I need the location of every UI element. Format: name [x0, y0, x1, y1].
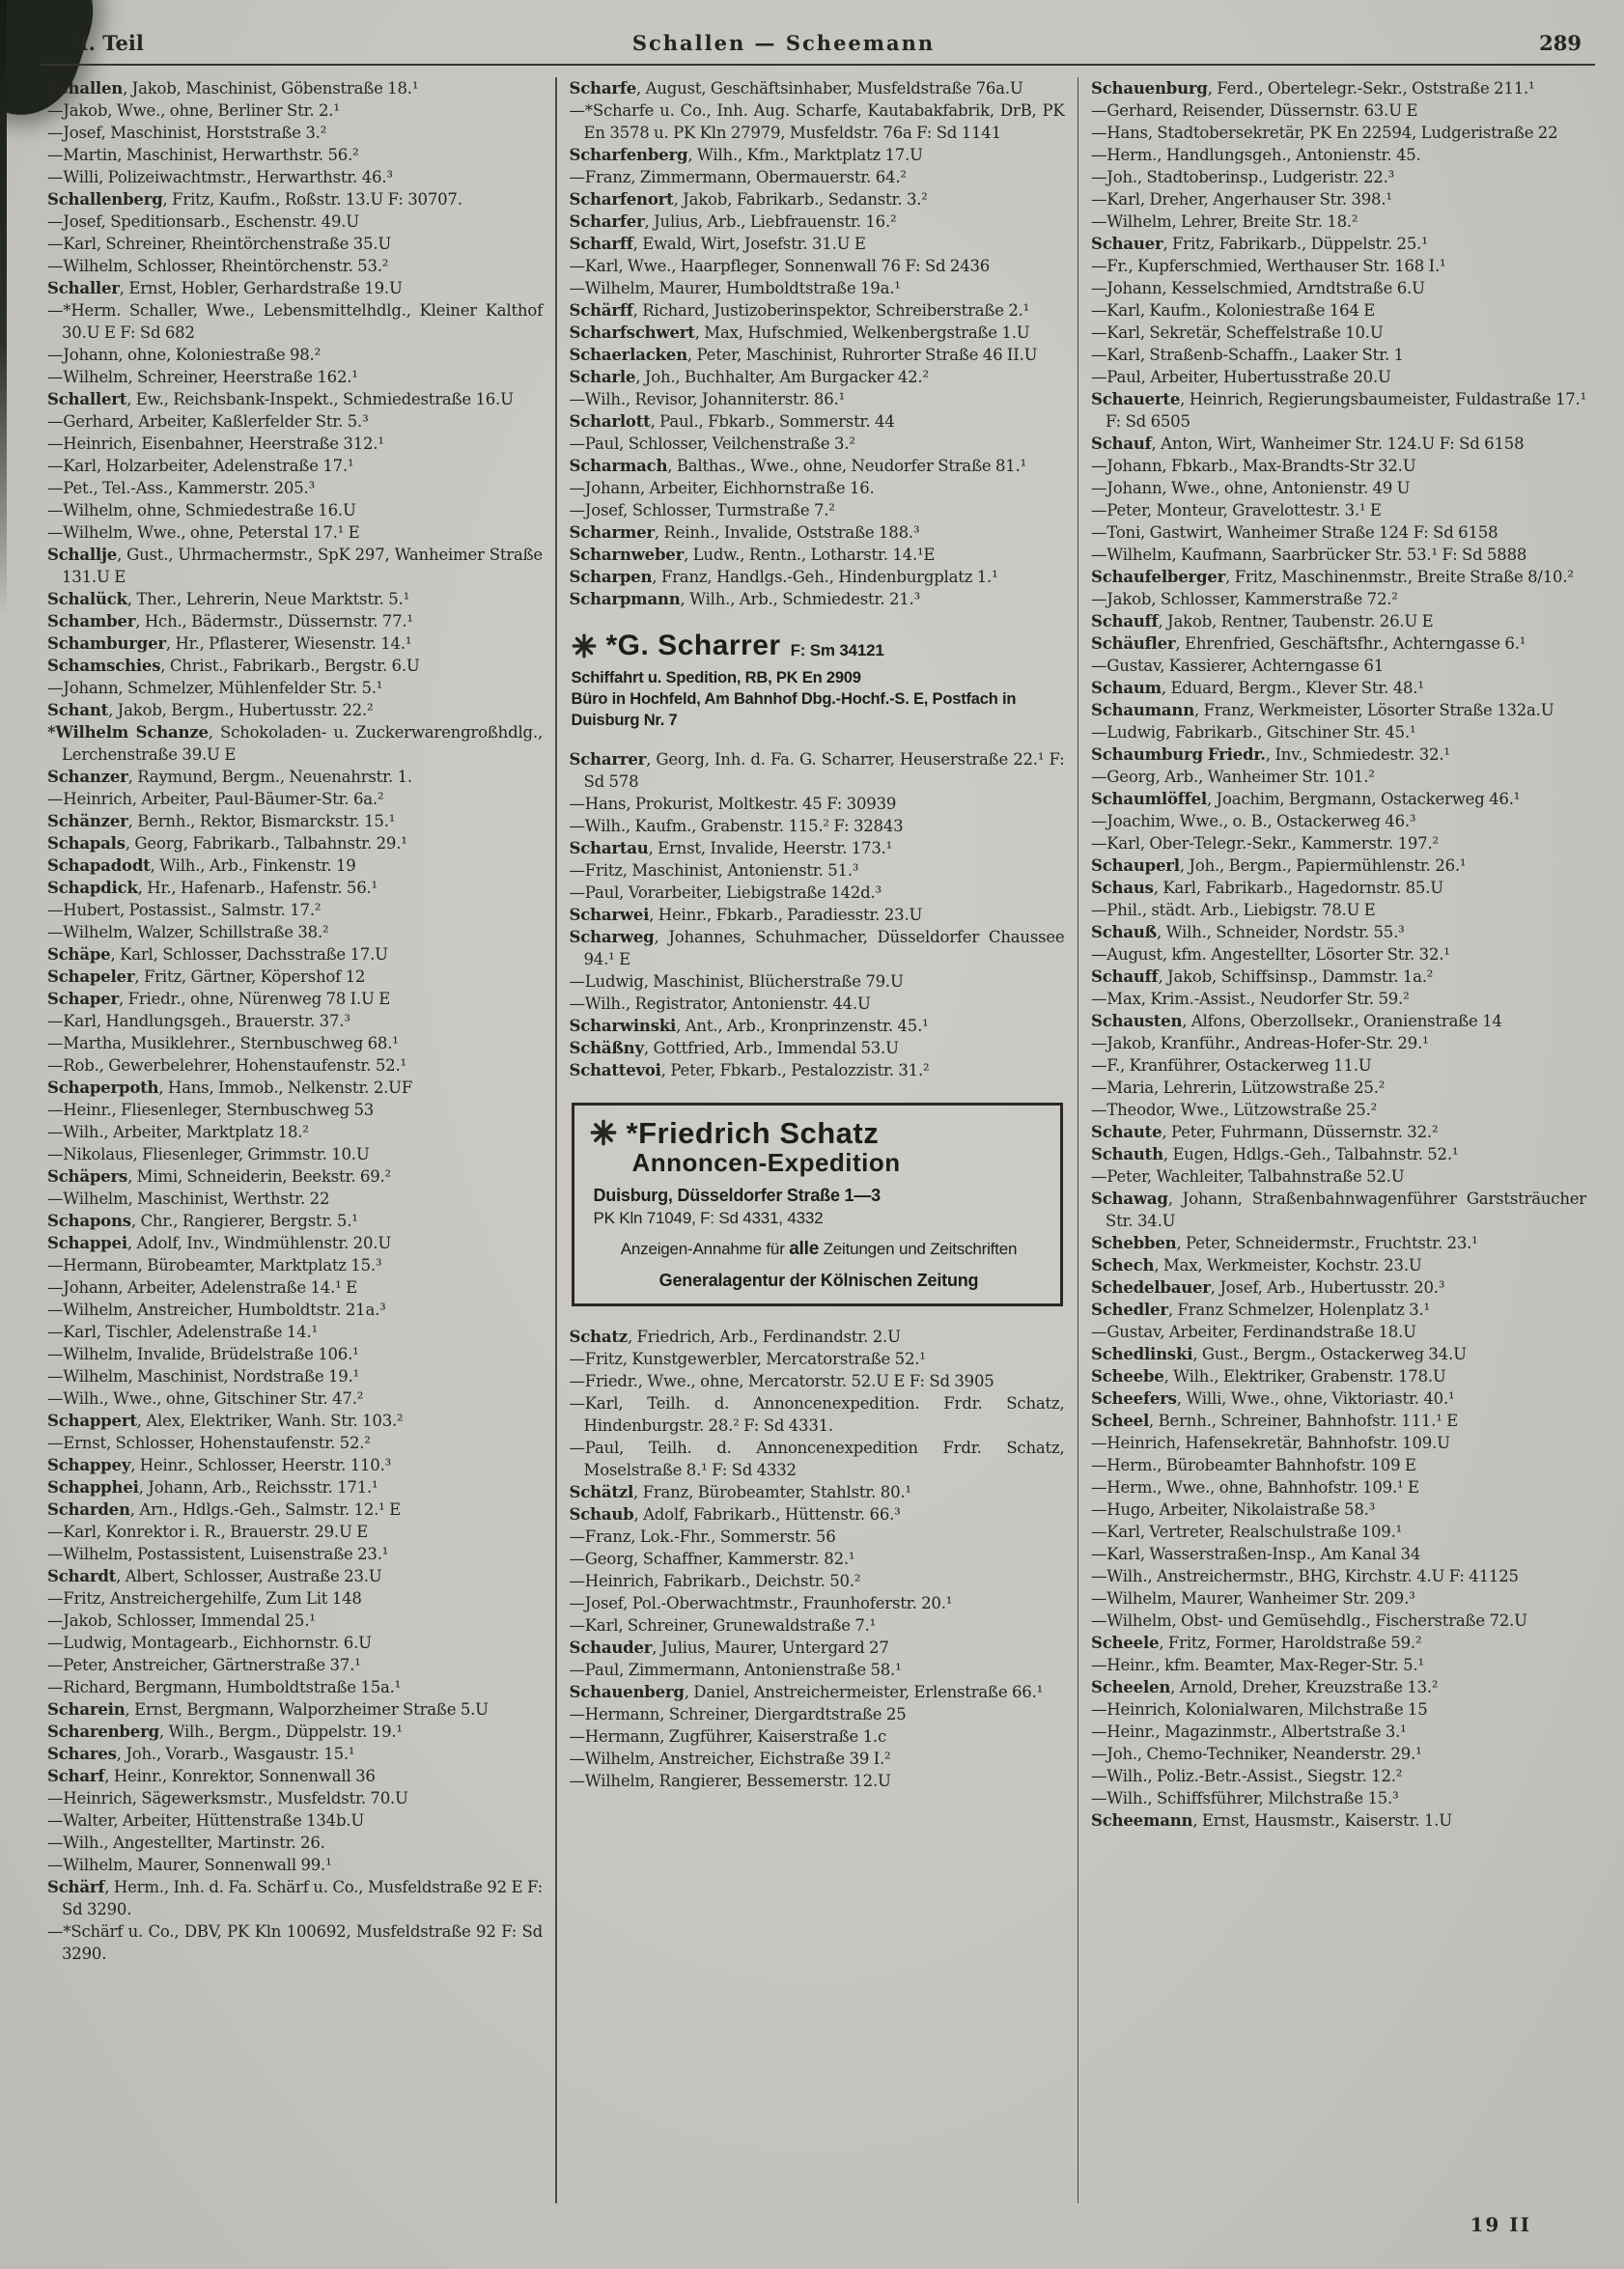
directory-entry: —Maria, Lehrerin, Lützowstraße 25.² [1091, 1078, 1386, 1097]
directory-entry: —Wilhelm, Maurer, Wanheimer Str. 209.³ [1091, 1589, 1415, 1608]
directory-entry: —Hugo, Arbeiter, Nikolaistraße 58.³ [1091, 1500, 1376, 1519]
directory-entry: —*Scharfe u. Co., Inh. Aug. Scharfe, Kautabakfabrik, DrB, PK En 3578 u. PK Kln 27979, Musfeldstr. 76a F: Sd 1141 [569, 101, 1065, 142]
directory-entry: —Paul, Vorarbeiter, Liebigstraße 142d.³ [569, 883, 882, 902]
directory-entry: Schärff, Richard, Justizoberinspektor, Schreiberstraße 2.¹ [569, 301, 1030, 320]
directory-entry: Schedler, Franz Schmelzer, Holenplatz 3.¹ [1091, 1301, 1430, 1319]
directory-entry: Schänzer, Bernh., Rektor, Bismarckstr. 15.¹ [47, 812, 396, 830]
directory-entry: —Wilh., Wwe., ohne, Gitschiner Str. 47.² [47, 1389, 364, 1408]
directory-entry: —Karl, Tischler, Adelenstraße 14.¹ [47, 1323, 318, 1341]
directory-entry: Schapphei, Johann, Arb., Reichsstr. 171.¹ [47, 1478, 378, 1497]
directory-entry: —Hans, Stadtobersekretär, PK En 22594, Ludgeristraße 22 [1091, 124, 1558, 142]
directory-entry: —Johann, Schmelzer, Mühlenfelder Str. 5.¹ [47, 679, 383, 697]
directory-entry: —Franz, Lok.-Fhr., Sommerstr. 56 [569, 1527, 836, 1546]
directory-entry: Scharein, Ernst, Bergmann, Walporzheimer Straße 5.U [47, 1700, 489, 1719]
directory-entry: —Gustav, Kassierer, Achterngasse 61 [1091, 657, 1384, 675]
directory-entry: —Georg, Arb., Wanheimer Str. 101.² [1091, 768, 1375, 786]
directory-entry: —Ludwig, Fabrikarb., Gitschiner Str. 45.¹ [1091, 723, 1416, 742]
directory-entry: —Josef, Speditionsarb., Eschenstr. 49.U [47, 212, 359, 231]
directory-entry: —Wilhelm, Obst- und Gemüsehdlg., Fischerstraße 72.U [1091, 1611, 1527, 1630]
directory-entry: —Johann, Arbeiter, Adelenstraße 14.¹ E [47, 1278, 357, 1297]
directory-entry: Scharenberg, Wilh., Bergm., Düppelstr. 19.¹ [47, 1723, 403, 1741]
directory-entry: —Peter, Anstreicher, Gärtnerstraße 37.¹ [47, 1656, 361, 1674]
directory-entry: —Wilhelm, Wwe., ohne, Peterstal 17.¹ E [47, 523, 360, 542]
directory-entry: —Karl, Wwe., Haarpfleger, Sonnenwall 76 F: Sd 2436 [569, 257, 991, 275]
directory-entry: —Josef, Maschinist, Horststraße 3.² [47, 124, 327, 142]
directory-entry: —Karl, Handlungsgeh., Brauerstr. 37.³ [47, 1012, 350, 1030]
directory-entry: —Karl, Teilh. d. Annoncenexpedition. Frdr. Schatz, Hindenburgstr. 28.² F: Sd 4331. [569, 1394, 1065, 1435]
directory-entry: —Karl, Vertreter, Realschulstraße 109.¹ [1091, 1523, 1403, 1541]
directory-entry: —Hermann, Schreiner, Diergardtstraße 25 [569, 1705, 907, 1723]
directory-entry: —Friedr., Wwe., ohne, Mercatorstr. 52.U E F: Sd 3905 [569, 1372, 994, 1390]
advert-title-row [590, 1115, 1045, 1150]
directory-entry: —Willi, Polizeiwachtmstr., Herwarthstr. 46.³ [47, 168, 393, 186]
directory-entry: Schauf, Anton, Wirt, Wanheimer Str. 124.U F: Sd 6158 [1091, 434, 1525, 453]
advert-line-part: Zeitungen und Zeitschriften [819, 1240, 1018, 1258]
directory-columns [35, 75, 1599, 2203]
directory-entry: —Wilh., Poliz.-Betr.-Assist., Siegstr. 12.² [1091, 1767, 1403, 1785]
directory-entry: —Karl, Konrektor i. R., Brauerstr. 29.U E [47, 1523, 369, 1541]
printer-ornament-icon [590, 1119, 617, 1146]
directory-entry: —Karl, Wasserstraßen-Insp., Am Kanal 34 [1091, 1545, 1421, 1563]
directory-entry: —Peter, Monteur, Gravelottestr. 3.¹ E [1091, 501, 1382, 519]
directory-entry: —Karl, Sekretär, Scheffelstraße 10.U [1091, 323, 1384, 342]
directory-entry: Scharwinski, Ant., Arb., Kronprinzenstr. 45.¹ [569, 1017, 929, 1035]
directory-entry: —Wilhelm, Schlosser, Rheintörchenstr. 53.² [47, 257, 389, 275]
directory-entry: —Walter, Arbeiter, Hüttenstraße 134b.U [47, 1811, 365, 1830]
directory-entry: —F., Kranführer, Ostackerweg 11.U [1091, 1056, 1372, 1075]
directory-entry: —Ludwig, Maschinist, Blücherstraße 79.U [569, 972, 904, 991]
directory-entry: Schant, Jakob, Bergm., Hubertusstr. 22.² [47, 701, 374, 719]
directory-entry: —Johann, ohne, Koloniestraße 98.² [47, 346, 322, 364]
directory-entry: Schätzl, Franz, Bürobeamter, Stahlstr. 80.¹ [569, 1483, 911, 1501]
directory-entry: Schärf, Herm., Inh. d. Fa. Schärf u. Co., Musfeldstraße 92 E F: Sd 3290. [47, 1878, 543, 1919]
advert-line-emphasis: alle [789, 1239, 820, 1259]
advert-name: *Friedrich Schatz [626, 1115, 880, 1150]
page-header [70, 31, 1582, 55]
directory-entry: —*Schärf u. Co., DBV, PK Kln 100692, Musfeldstraße 92 F: Sd 3290. [47, 1922, 543, 1963]
directory-entry: Schanzer, Raymund, Bergm., Neuenahrstr. 1. [47, 768, 412, 786]
directory-entry: Scharnweber, Ludw., Rentn., Lotharstr. 14.¹E [569, 546, 936, 564]
directory-entry: —Josef, Schlosser, Turmstraße 7.² [569, 501, 835, 519]
directory-entry: —Fr., Kupferschmied, Werthauser Str. 168 I.¹ [1091, 257, 1446, 275]
directory-entry: —*Herm. Schaller, Wwe., Lebensmittelhdlg., Kleiner Kalthof 30.U E F: Sd 682 [47, 301, 543, 342]
directory-entry: Schauperl, Joh., Bergm., Papiermühlenstr. 26.¹ [1091, 856, 1467, 875]
directory-entry: —Joh., Chemo-Techniker, Neanderstr. 29.¹ [1091, 1745, 1422, 1763]
advert-line [594, 1238, 1045, 1261]
directory-entry: —Karl, Holzarbeiter, Adelenstraße 17.¹ [47, 457, 354, 475]
directory-entry: Schaumlöffel, Joachim, Bergmann, Ostackerweg 46.¹ [1091, 790, 1521, 808]
directory-entry: —Martin, Maschinist, Herwarthstr. 56.² [47, 146, 359, 164]
directory-entry: Scharfschwert, Max, Hufschmied, Welkenbergstraße 1.U [569, 323, 1030, 342]
directory-entry: Scharff, Ewald, Wirt, Josefstr. 31.U E [569, 235, 866, 253]
directory-entry: —Johann, Wwe., ohne, Antonienstr. 49 U [1091, 479, 1411, 497]
directory-entry: —Wilhelm, Maschinist, Werthstr. 22 [47, 1190, 330, 1208]
directory-entry: Schäufler, Ehrenfried, Geschäftsfhr., Achterngasse 6.¹ [1091, 634, 1526, 653]
directory-entry: —Paul, Schlosser, Veilchenstraße 3.² [569, 434, 855, 453]
directory-entry: Schauerte, Heinrich, Regierungsbaumeister, Fuldastraße 17.¹ F: Sd 6505 [1091, 390, 1586, 431]
directory-entry: Schawag, Johann, Straßenbahnwagenführer Garststräucher Str. 34.U [1091, 1190, 1586, 1230]
directory-entry: Schamber, Hch., Bädermstr., Düssernstr. 77.¹ [47, 612, 413, 630]
directory-entry: —Toni, Gastwirt, Wanheimer Straße 124 F: Sd 6158 [1091, 523, 1498, 542]
page-number: 289 [1539, 31, 1582, 55]
advert-subtitle: Annoncen-Expedition [631, 1148, 901, 1177]
directory-entry: Schapals, Georg, Fabrikarb., Talbahnstr. 29.¹ [47, 834, 407, 853]
header-part-label: II. Teil [70, 31, 144, 55]
directory-entry: Schedlinski, Gust., Bergm., Ostackerweg 34.U [1091, 1345, 1467, 1363]
directory-entry: —Wilhelm, Postassistent, Luisenstraße 23.¹ [47, 1545, 389, 1563]
directory-entry: Schäpe, Karl, Schlosser, Dachsstraße 17.U [47, 945, 388, 964]
directory-entry: —Herm., Wwe., ohne, Bahnhofstr. 109.¹ E [1091, 1478, 1419, 1497]
directory-entry: —Max, Krim.-Assist., Neudorfer Str. 59.² [1091, 990, 1410, 1008]
directory-entry: Schapons, Chr., Rangierer, Bergstr. 5.¹ [47, 1212, 358, 1230]
directory-entry: —Paul, Arbeiter, Hubertusstraße 20.U [1091, 368, 1391, 386]
directory-entry: —Fritz, Anstreichergehilfe, Zum Lit 148 [47, 1589, 362, 1608]
directory-entry: —Wilhelm, Maurer, Sonnenwall 99.¹ [47, 1856, 332, 1874]
advert-line: Schiffahrt u. Spedition, RB, PK En 2909 [571, 669, 861, 686]
directory-entry: Schauth, Eugen, Hdlgs.-Geh., Talbahnstr. 52.¹ [1091, 1145, 1459, 1163]
directory-entry: —Heinrich, Sägewerksmstr., Musfeldstr. 70.U [47, 1789, 408, 1807]
directory-entry: —Georg, Schaffner, Kammerstr. 82.¹ [569, 1550, 855, 1568]
directory-entry: Scheelen, Arnold, Dreher, Kreuzstraße 13.² [1091, 1678, 1439, 1696]
directory-entry: —Rob., Gewerbelehrer, Hohenstaufenstr. 52.¹ [47, 1056, 406, 1075]
directory-entry: Schardt, Albert, Schlosser, Austraße 23.U [47, 1567, 382, 1585]
directory-entry: —Paul, Zimmermann, Antonienstraße 58.¹ [569, 1661, 902, 1679]
advert-g-scharrer [570, 630, 1065, 731]
directory-entry: Schappey, Heinr., Schlosser, Heerstr. 110.³ [47, 1456, 392, 1474]
directory-entry: Schaumburg Friedr., Inv., Schmiedestr. 32.¹ [1091, 745, 1450, 764]
directory-entry: Scheefers, Willi, Wwe., ohne, Viktoriastr. 40.¹ [1091, 1389, 1455, 1408]
directory-entry: —Ernst, Schlosser, Hohenstaufenstr. 52.² [47, 1434, 371, 1452]
directory-entry: Schäßny, Gottfried, Arb., Immendal 53.U [569, 1039, 899, 1057]
directory-entry: —Wilh., Angestellter, Martinstr. 26. [47, 1834, 325, 1852]
directory-entry: —Pet., Tel.-Ass., Kammerstr. 205.³ [47, 479, 315, 497]
advert-line: Büro in Hochfeld, Am Bahnhof Dbg.-Hochf.-S. E, Postfach in Duisburg Nr. 7 [571, 690, 1017, 729]
directory-entry: Scharfenberg, Wilh., Kfm., Marktplatz 17.U [569, 146, 923, 164]
directory-entry: —Heinr., Magazinmstr., Albertstraße 3.¹ [1091, 1723, 1407, 1741]
directory-entry: —Heinrich, Fabrikarb., Deichstr. 50.² [569, 1572, 861, 1590]
advert-line: PK Kln 71049, F: Sd 4331, 4332 [593, 1209, 824, 1227]
directory-entry: Schatz, Friedrich, Arb., Ferdinandstr. 2.U [569, 1328, 901, 1346]
directory-entry: —Herm., Bürobeamter Bahnhofstr. 109 E [1091, 1456, 1416, 1474]
directory-entry: —Wilh., Revisor, Johanniterstr. 86.¹ [569, 390, 845, 408]
directory-entry: —Heinrich, Eisenbahner, Heerstraße 312.¹ [47, 434, 384, 453]
header-rule [41, 64, 1595, 66]
directory-entry: Scheele, Fritz, Former, Haroldstraße 59.² [1091, 1634, 1422, 1652]
directory-entry: —August, kfm. Angestellter, Lösorter Str. 32.¹ [1091, 945, 1450, 964]
directory-entry: —Wilhelm, Anstreicher, Humboldtstr. 21a.³ [47, 1301, 386, 1319]
directory-entry: Schaper, Friedr., ohne, Nürenweg 78 I.U E [47, 990, 391, 1008]
directory-entry: Schares, Joh., Vorarb., Wasgaustr. 15.¹ [47, 1745, 355, 1763]
signature-mark: 19 II [1470, 2213, 1531, 2236]
directory-entry: —Joachim, Wwe., o. B., Ostackerweg 46.³ [1091, 812, 1416, 830]
header-name-range: Schallen — Scheemann [631, 31, 936, 55]
directory-entry: —Wilh., Arbeiter, Marktplatz 18.² [47, 1123, 309, 1141]
directory-entry: Schallert, Ew., Reichsbank-Inspekt., Schmiedestraße 16.U [47, 390, 514, 408]
directory-entry: Scharfe, August, Geschäftsinhaber, Musfeldstraße 76a.U [569, 79, 1023, 98]
directory-entry: —Peter, Wachleiter, Talbahnstraße 52.U [1091, 1167, 1405, 1186]
directory-entry: Scheebe, Wilh., Elektriker, Grabenstr. 178.U [1091, 1367, 1446, 1386]
directory-entry: —Ludwig, Montagearb., Eichhornstr. 6.U [47, 1634, 372, 1652]
directory-entry: —Jakob, Kranführ., Andreas-Hofer-Str. 29.¹ [1091, 1034, 1429, 1052]
directory-entry: —Johann, Kesselschmied, Arndtstraße 6.U [1091, 279, 1425, 297]
directory-entry: Schallen, Jakob, Maschinist, Göbenstraße 18.¹ [47, 79, 419, 98]
directory-entry: —Richard, Bergmann, Humboldtstraße 15a.¹ [47, 1678, 402, 1696]
directory-column-1 [35, 75, 555, 2203]
directory-entry: —Hubert, Postassist., Salmstr. 17.² [47, 901, 322, 919]
directory-entry: —Hans, Prokurist, Moltkestr. 45 F: 30939 [569, 795, 897, 813]
directory-entry: —Phil., städt. Arb., Liebigstr. 78.U E [1091, 901, 1376, 919]
directory-entry: —Karl, Kaufm., Koloniestraße 164 E [1091, 301, 1376, 320]
directory-entry: —Wilhelm, Schreiner, Heerstraße 162.¹ [47, 368, 358, 386]
directory-entry: Schauder, Julius, Maurer, Untergard 27 [569, 1639, 889, 1657]
directory-entry: —Jakob, Wwe., ohne, Berliner Str. 2.¹ [47, 101, 340, 120]
directory-entry: Scharpmann, Wilh., Arb., Schmiedestr. 21.³ [569, 590, 921, 608]
directory-entry: Schaub, Adolf, Fabrikarb., Hüttenstr. 66.³ [569, 1505, 901, 1524]
directory-entry: Scharden, Arn., Hdlgs.-Geh., Salmstr. 12.¹ E [47, 1500, 401, 1519]
directory-entry: —Josef, Pol.-Oberwachtmstr., Fraunhoferstr. 20.¹ [569, 1594, 953, 1612]
directory-entry: —Heinr., Fliesenleger, Sternbuschweg 53 [47, 1101, 375, 1119]
directory-entry: Scharrer, Georg, Inh. d. Fa. G. Scharrer, Heuserstraße 22.¹ F: Sd 578 [569, 750, 1065, 791]
directory-entry: —Hermann, Zugführer, Kaiserstraße 1.c [569, 1727, 886, 1746]
directory-entry: Schech, Max, Werkmeister, Kochstr. 23.U [1091, 1256, 1422, 1275]
directory-entry: —Wilh., Registrator, Antonienstr. 44.U [569, 994, 871, 1013]
directory-entry: Schauff, Jakob, Rentner, Taubenstr. 26.U E [1091, 612, 1434, 630]
directory-entry: —Gerhard, Reisender, Düssernstr. 63.U E [1091, 101, 1418, 120]
directory-entry: Schaperpoth, Hans, Immob., Nelkenstr. 2.UF [47, 1078, 413, 1097]
directory-entry: Schaerlacken, Peter, Maschinist, Ruhrorter Straße 46 II.U [569, 346, 1038, 364]
directory-entry: Scharfenort, Jakob, Fabrikarb., Sedanstr. 3.² [569, 190, 928, 209]
directory-entry: Schamburger, Hr., Pflasterer, Wiesenstr. 14.¹ [47, 634, 412, 653]
directory-entry: —Karl, Ober-Telegr.-Sekr., Kammerstr. 197.² [1091, 834, 1439, 853]
advert-phone: F: Sm 34121 [790, 641, 884, 659]
directory-entry: Schauff, Jakob, Schiffsinsp., Dammstr. 1a.² [1091, 967, 1434, 986]
directory-entry: —Wilhelm, Maurer, Humboldtstraße 19a.¹ [569, 279, 901, 297]
directory-entry: —Jakob, Schlosser, Kammerstraße 72.² [1091, 590, 1398, 608]
scan-artifact-left-edge [0, 0, 7, 618]
directory-entry: —Karl, Schreiner, Grunewaldstraße 7.¹ [569, 1616, 877, 1635]
directory-entry: Scharmach, Balthas., Wwe., ohne, Neudorfer Straße 81.¹ [569, 457, 1027, 475]
advert-line: Generalagentur der Kölnischen Zeitung [658, 1271, 979, 1290]
directory-entry: —Gustav, Arbeiter, Ferdinandstraße 18.U [1091, 1323, 1416, 1341]
directory-entry: Scheel, Bernh., Schreiner, Bahnhofstr. 111.¹ E [1091, 1412, 1459, 1430]
directory-entry: Schapdick, Hr., Hafenarb., Hafenstr. 56.¹ [47, 879, 378, 897]
directory-entry: Schauenberg, Daniel, Anstreichermeister, Erlenstraße 66.¹ [569, 1683, 1044, 1701]
directory-entry: Schaumann, Franz, Werkmeister, Lösorter Straße 132a.U [1091, 701, 1554, 719]
directory-entry: —Gerhard, Arbeiter, Kaßlerfelder Str. 5.³ [47, 412, 369, 431]
directory-entry: —Wilhelm, ohne, Schmiedestraße 16.U [47, 501, 356, 519]
directory-entry: —Karl, Schreiner, Rheintörchenstraße 35.U [47, 235, 392, 253]
directory-entry: Schaus, Karl, Fabrikarb., Hagedornstr. 85.U [1091, 879, 1443, 897]
directory-entry: Schappei, Adolf, Inv., Windmühlenstr. 20.U [47, 1234, 392, 1252]
directory-entry: Schedelbauer, Josef, Arb., Hubertusstr. 20.³ [1091, 1278, 1445, 1297]
directory-entry: Schauenburg, Ferd., Obertelegr.-Sekr., Oststraße 211.¹ [1091, 79, 1535, 98]
directory-entry: Scharweg, Johannes, Schuhmacher, Düsseldorfer Chaussee 94.¹ E [569, 928, 1065, 968]
directory-entry: —Theodor, Wwe., Lützowstraße 25.² [1091, 1101, 1378, 1119]
directory-entry: Scharf, Heinr., Konrektor, Sonnenwall 36 [47, 1767, 376, 1785]
directory-entry: —Wilhelm, Maschinist, Nordstraße 19.¹ [47, 1367, 359, 1386]
directory-entry: Schallje, Gust., Uhrmachermstr., SpK 297, Wanheimer Straße 131.U E [47, 546, 543, 586]
directory-entry: Schebben, Peter, Schneidermstr., Fruchtstr. 23.¹ [1091, 1234, 1478, 1252]
directory-entry: Scharpen, Franz, Handlgs.-Geh., Hindenburgplatz 1.¹ [569, 568, 998, 586]
printer-ornament-icon [572, 633, 597, 658]
directory-entry: Schalück, Ther., Lehrerin, Neue Marktstr. 5.¹ [47, 590, 409, 608]
directory-entry: —Wilhelm, Kaufmann, Saarbrücker Str. 53.¹ F: Sd 5888 [1091, 546, 1527, 564]
directory-entry: —Wilh., Kaufm., Grabenstr. 115.² F: 32843 [569, 817, 904, 835]
directory-entry: Schausten, Alfons, Oberzollsekr., Oranienstraße 14 [1091, 1012, 1502, 1030]
advert-line-part: Anzeigen-Annahme für [620, 1240, 790, 1258]
directory-column-3 [1078, 75, 1599, 2203]
directory-entry: —Joh., Stadtoberinsp., Ludgeristr. 22.³ [1091, 168, 1395, 186]
directory-entry: Schaller, Ernst, Hobler, Gerhardstraße 19.U [47, 279, 403, 297]
directory-entry: Schamschies, Christ., Fabrikarb., Bergstr. 6.U [47, 657, 420, 675]
directory-entry: —Franz, Zimmermann, Obermauerstr. 64.² [569, 168, 907, 186]
directory-entry: Schaum, Eduard, Bergm., Klever Str. 48.¹ [1091, 679, 1424, 697]
directory-entry: Schattevoi, Peter, Fbkarb., Pestalozzistr. 31.² [569, 1061, 930, 1079]
directory-entry: Scharle, Joh., Buchhalter, Am Burgacker 42.² [569, 368, 929, 386]
directory-entry: Schartau, Ernst, Invalide, Heerstr. 173.¹ [569, 839, 893, 857]
directory-entry: —Wilh., Anstreichermstr., BHG, Kirchstr. 4.U F: 41125 [1091, 1567, 1519, 1585]
directory-entry: Schauer, Fritz, Fabrikarb., Düppelstr. 25.¹ [1091, 235, 1428, 253]
directory-entry: Schallenberg, Fritz, Kaufm., Roßstr. 13.U F: 30707. [47, 190, 462, 209]
directory-entry: Scheemann, Ernst, Hausmstr., Kaiserstr. 1.U [1091, 1811, 1452, 1830]
page-footer [1470, 2213, 1531, 2236]
directory-entry: —Wilhelm, Anstreicher, Eichstraße 39 I.² [569, 1750, 891, 1768]
directory-entry: Schäpers, Mimi, Schneiderin, Beekstr. 69.² [47, 1167, 391, 1186]
directory-entry: —Martha, Musiklehrer., Sternbuschweg 68.¹ [47, 1034, 399, 1052]
directory-entry: Scharmer, Reinh., Invalide, Oststraße 188.³ [569, 523, 920, 542]
directory-entry: Schappert, Alex, Elektriker, Wanh. Str. 103.² [47, 1412, 404, 1430]
directory-entry: —Heinrich, Kolonialwaren, Milchstraße 15 [1091, 1700, 1428, 1719]
directory-entry: Schaufelberger, Fritz, Maschinenmstr., Breite Straße 8/10.² [1091, 568, 1574, 586]
directory-entry: Schauß, Wilh., Schneider, Nordstr. 55.³ [1091, 923, 1405, 941]
directory-entry: —Fritz, Maschinist, Antonienstr. 51.³ [569, 861, 859, 880]
directory-entry: —Wilhelm, Rangierer, Bessemerstr. 12.U [569, 1772, 891, 1790]
directory-entry: —Jakob, Schlosser, Immendal 25.¹ [47, 1611, 316, 1630]
directory-entry: —Herm., Handlungsgeh., Antonienstr. 45. [1091, 146, 1421, 164]
directory-column-2 [557, 75, 1078, 2203]
directory-entry: —Wilhelm, Invalide, Brüdelstraße 106.¹ [47, 1345, 359, 1363]
directory-entry: —Wilhelm, Lehrer, Breite Str. 18.² [1091, 212, 1358, 231]
directory-entry: —Johann, Fbkarb., Max-Brandts-Str 32.U [1091, 457, 1416, 475]
directory-entry: Scharlott, Paul., Fbkarb., Sommerstr. 44 [569, 412, 895, 431]
directory-entry: —Wilh., Schiffsführer, Milchstraße 15.³ [1091, 1789, 1399, 1807]
directory-entry: —Nikolaus, Fliesenleger, Grimmstr. 10.U [47, 1145, 370, 1163]
directory-entry: Scharwei, Heinr., Fbkarb., Paradiesstr. 23.U [569, 906, 923, 924]
directory-entry: Schaute, Peter, Fuhrmann, Düssernstr. 32.² [1091, 1123, 1439, 1141]
directory-entry: —Paul, Teilh. d. Annoncenexpedition Frdr. Schatz, Moselstraße 8.¹ F: Sd 4332 [569, 1439, 1065, 1479]
advert-friedrich-schatz [572, 1103, 1063, 1306]
directory-entry: —Heinr., kfm. Beamter, Max-Reger-Str. 5.¹ [1091, 1656, 1424, 1674]
directory-entry: —Heinrich, Hafensekretär, Bahnhofstr. 109.U [1091, 1434, 1450, 1452]
advert-title-row [572, 630, 1065, 661]
directory-entry: —Karl, Dreher, Angerhauser Str. 398.¹ [1091, 190, 1392, 209]
directory-entry: —Fritz, Kunstgewerbler, Mercatorstraße 52.¹ [569, 1350, 926, 1368]
advert-line: Duisburg, Düsseldorfer Straße 1—3 [593, 1186, 881, 1205]
directory-entry: —Heinrich, Arbeiter, Paul-Bäumer-Str. 6a.² [47, 790, 384, 808]
directory-entry: —Johann, Arbeiter, Eichhornstraße 16. [569, 479, 875, 497]
directory-entry: *Wilhelm Schanze, Schokoladen- u. Zuckerwarengroßhdlg., Lerchenstraße 39.U E [47, 723, 543, 764]
directory-entry: —Hermann, Bürobeamter, Marktplatz 15.³ [47, 1256, 382, 1275]
directory-entry: Scharfer, Julius, Arb., Liebfrauenstr. 16.² [569, 212, 897, 231]
directory-entry: —Wilhelm, Walzer, Schillstraße 38.² [47, 923, 329, 941]
directory-entry: —Karl, Straßenb-Schaffn., Laaker Str. 1 [1091, 346, 1404, 364]
directory-entry: Schapadodt, Wilh., Arb., Finkenstr. 19 [47, 856, 356, 875]
advert-name: *G. Scharrer [605, 630, 781, 661]
directory-entry: Schapeler, Fritz, Gärtner, Köpershof 12 [47, 967, 366, 986]
